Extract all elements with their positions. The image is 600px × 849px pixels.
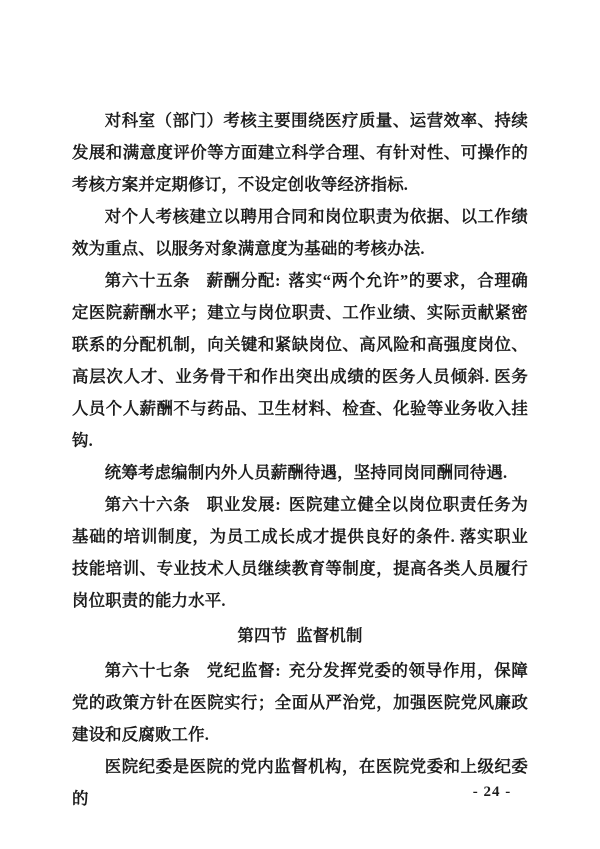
article-number: 第六十六条 — [104, 495, 191, 514]
paragraph-text: 对个人考核建立以聘用合同和岗位职责为依据、以工作绩效为重点、以服务对象满意度为基础的考核办法. — [72, 207, 528, 258]
paragraph-individual-assessment — [72, 201, 528, 265]
article-number: 第六十五条 — [104, 271, 191, 290]
paragraph-dept-assessment — [72, 105, 528, 201]
article-term: 薪酬分配: — [206, 271, 281, 290]
article-text: 落实“两个允许”的要求，合理确定医院薪酬水平；建立与岗位职责、工作业绩、实际贡献紧密联系的分配机制，向关键和紧缺岗位、高风险和高强度岗位、高层次人才、业务骨干和作出突出成绩的医务人员倾斜. 医务人员个人薪酬不与药品、卫生材料、检查、化验等业务收入挂钩. — [72, 271, 529, 450]
paragraph-text: 对科室（部门）考核主要围绕医疗质量、运营效率、持续发展和满意度评价等方面建立科学合理、有针对性、可操作的考核方案并定期修订，不设定创收等经济指标. — [72, 111, 528, 194]
section-heading — [72, 620, 528, 652]
article-term: 职业发展: — [206, 495, 281, 514]
article-text: 充分发挥党委的领导作用，保障党的政策方针在医院实行；全面从严治党，加强医院党风廉政建设和反腐败工作. — [72, 661, 528, 744]
text-block — [72, 105, 528, 815]
section-title: 监督机制 — [296, 626, 363, 645]
article-65-paragraph — [72, 265, 528, 457]
paragraph-text: 医院纪委是医院的党内监督机构，在医院党委和上级纪委的 — [72, 757, 528, 808]
paragraph-text: 统筹考虑编制内外人员薪酬待遇，坚持同岗同酬同待遇. — [104, 463, 508, 482]
article-number: 第六十七条 — [104, 661, 191, 680]
paragraph-discipline-committee — [72, 751, 528, 815]
section-number: 第四节 — [237, 626, 288, 645]
article-text: 医院建立健全以岗位职责任务为基础的培训制度，为员工成长成才提供良好的条件. 落实职业技能培训、专业技术人员继续教育等制度，提高各类人员履行岗位职责的能力水平. — [72, 495, 528, 610]
paragraph-salary-parity — [72, 457, 528, 489]
article-66-paragraph — [72, 489, 528, 617]
article-term: 党纪监督: — [206, 661, 281, 680]
article-67-paragraph — [72, 655, 528, 751]
page-number: - 24 - — [472, 784, 512, 800]
